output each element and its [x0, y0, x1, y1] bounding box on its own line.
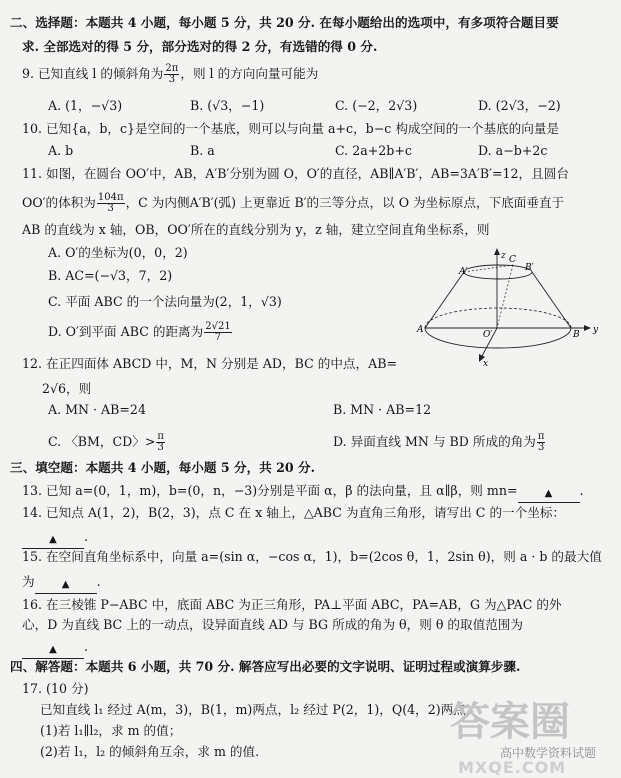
q11-line1: 11. 如图，在圆台 OO′中，AB，A′B′分别为圆 O，O′的直径，AB∥A′B′，AB=3A′B′=12，且圆台 — [22, 166, 569, 181]
q14-line1: 14. 已知点 A(1，2)，B(2，3)，点 C 在 x 轴上，△ABC 为直角三角形，请写出 C 的一个坐标： — [22, 505, 566, 520]
q17-title: 17. (10 分) — [22, 681, 89, 696]
figure-label-b-prime: B′ — [525, 263, 534, 273]
blank-triangle-icon: ▲ — [61, 579, 70, 590]
q9-option-b: B. (√3，−1) — [190, 98, 265, 113]
q16-answer-blank[interactable] — [22, 640, 84, 659]
q10-option-a: A. b — [48, 143, 74, 158]
q9-stem: 9. 已知直线 l 的倾斜角为 $\frac{2\pi}{3}$ ，则 l 的方向向量可能为 — [22, 63, 319, 85]
q13-answer-blank[interactable] — [518, 484, 580, 503]
q17-line1: 已知直线 l₁ 经过 A(m，3)，B(1，m)两点，l₂ 经过 P(2，1)，Q(4，2)两点. — [40, 702, 470, 717]
section2-header-line2: 求. 全部选对的得 5 分，部分选对的得 2 分，有选错的得 0 分. — [22, 39, 378, 54]
blank-triangle-icon: ▲ — [49, 644, 57, 655]
q17-part1: (1)若 l₁∥l₂，求 m 的值； — [40, 723, 182, 738]
figure-label-a-prime: A′ — [459, 267, 468, 277]
section3-header: 三、填空题：本题共 4 小题，每小题 5 分，共 20 分. — [10, 460, 316, 475]
q12-option-d: D. 异面直线 MN 与 BD 所成的角为 $\frac{\pi}{3}$ — [333, 431, 545, 453]
frustum-figure — [415, 248, 610, 368]
q12-line2: 2√6，则 — [42, 381, 92, 396]
q12-option-c: C. 〈BM，CD〉> $\frac{\pi}{3}$ — [48, 431, 164, 453]
q11-line3: AB 的直线为 x 轴，OB，OO′所在的直线分别为 y，z 轴，建立空间直角坐标系，则 — [22, 222, 490, 237]
figure-label-z: z — [501, 251, 506, 261]
q9-fraction: $\frac{2\pi}{3}$ — [165, 63, 179, 85]
figure-label-a: A — [417, 325, 424, 335]
figure-label-o-prime: O′ — [483, 330, 493, 340]
q11-option-b: B. AC=(−√3，7，2) — [48, 268, 173, 283]
q12-option-a: A. MN · AB=24 — [48, 402, 146, 417]
q10-option-c: C. 2a+2b+c — [335, 143, 412, 158]
q9-option-a: A. (1，−√3) — [48, 98, 123, 113]
q11-distance-fraction: $\frac{2√21}{7}$ — [205, 321, 231, 343]
q17-part2: (2)若 l₁，l₂ 的倾斜角互余，求 m 的值. — [40, 744, 260, 759]
section2-header-line1: 二、选择题：本题共 4 小题，每小题 5 分，共 20 分. 在每小题给出的选项中，有多项符合题目要 — [10, 15, 559, 30]
q11-option-a: A. O′的坐标为(0，0，2) — [48, 245, 188, 260]
figure-label-c: C — [509, 255, 516, 265]
q15-line1: 15. 在空间直角坐标系中，向量 a=(sin α，−cos α，1)，b=(2cos θ，1，2sin θ)，则 a · b 的最大值 — [22, 549, 602, 564]
q12-option-b: B. MN · AB=12 — [333, 402, 432, 417]
watermark-domain: MXQE.COM — [458, 758, 567, 777]
q11-volume-fraction: $\frac{104\pi}{3}$ — [97, 192, 124, 214]
q9-option-c: C. (−2，2√3) — [335, 98, 418, 113]
q10-option-b: B. a — [190, 143, 215, 158]
section4-header: 四、解答题：本题共 6 小题，共 70 分. 解答应写出必要的文字说明、证明过程或演算步骤. — [10, 659, 521, 674]
q9-option-d: D. (2√3，−2) — [478, 98, 561, 113]
figure-label-y: y — [593, 325, 599, 335]
figure-label-x: x — [483, 359, 489, 368]
q10-option-d: D. a−b+2c — [478, 143, 548, 158]
q11-option-d: D. O′到平面 ABC 的距离为 $\frac{2√21}{7}$ — [48, 321, 231, 343]
q15-line2: 为 ▲ . — [22, 574, 101, 593]
q11-option-c: C. 平面 ABC 的一个法向量为(2，1，√3) — [48, 294, 282, 309]
q14-answer-blank[interactable] — [22, 530, 84, 549]
q12-c-fraction: $\frac{\pi}{3}$ — [157, 431, 164, 453]
q16-line3: ▲ . — [22, 639, 88, 658]
q12-d-fraction: $\frac{\pi}{3}$ — [537, 431, 545, 453]
q11-line2: OO′的体积为 $\frac{104\pi}{3}$ ，C 为内侧A′B′(弧) 上更靠近 B′的三等分点，以 O 为坐标原点，下底面垂直于 — [22, 192, 565, 214]
q14-line2: ▲ . — [22, 529, 88, 548]
q13-stem: 13. 已知 a=(0，1，m)，b=(0，n，−3)分别是平面 α，β 的法向量，且 α∥β，则 mn= ▲ . — [22, 483, 584, 502]
blank-triangle-icon: ▲ — [49, 534, 57, 545]
watermark-caption: 高中数学资料试题 — [500, 746, 597, 760]
watermark-logo: 答案圈 — [450, 699, 570, 745]
blank-triangle-icon: ▲ — [544, 488, 553, 499]
q15-answer-blank[interactable] — [35, 575, 97, 594]
q16-line2: 心，D 为直线 BC 上的一动点，设异面直线 AD 与 BG 所成的角为 θ，则 θ 的取值范围为 — [22, 617, 523, 632]
figure-label-b: B — [573, 330, 580, 340]
q16-line1: 16. 在三棱锥 P−ABC 中，底面 ABC 为正三角形，PA⊥平面 ABC，PA=AB，G 为△PAC 的外 — [22, 597, 562, 612]
q12-line1: 12. 在正四面体 ABCD 中，M，N 分别是 AD，BC 的中点，AB= — [22, 356, 397, 371]
q10-stem: 10. 已知{a，b，c}是空间的一个基底，则可以与向量 a+c，b−c 构成空间的一个基底的向量是 — [22, 121, 560, 136]
